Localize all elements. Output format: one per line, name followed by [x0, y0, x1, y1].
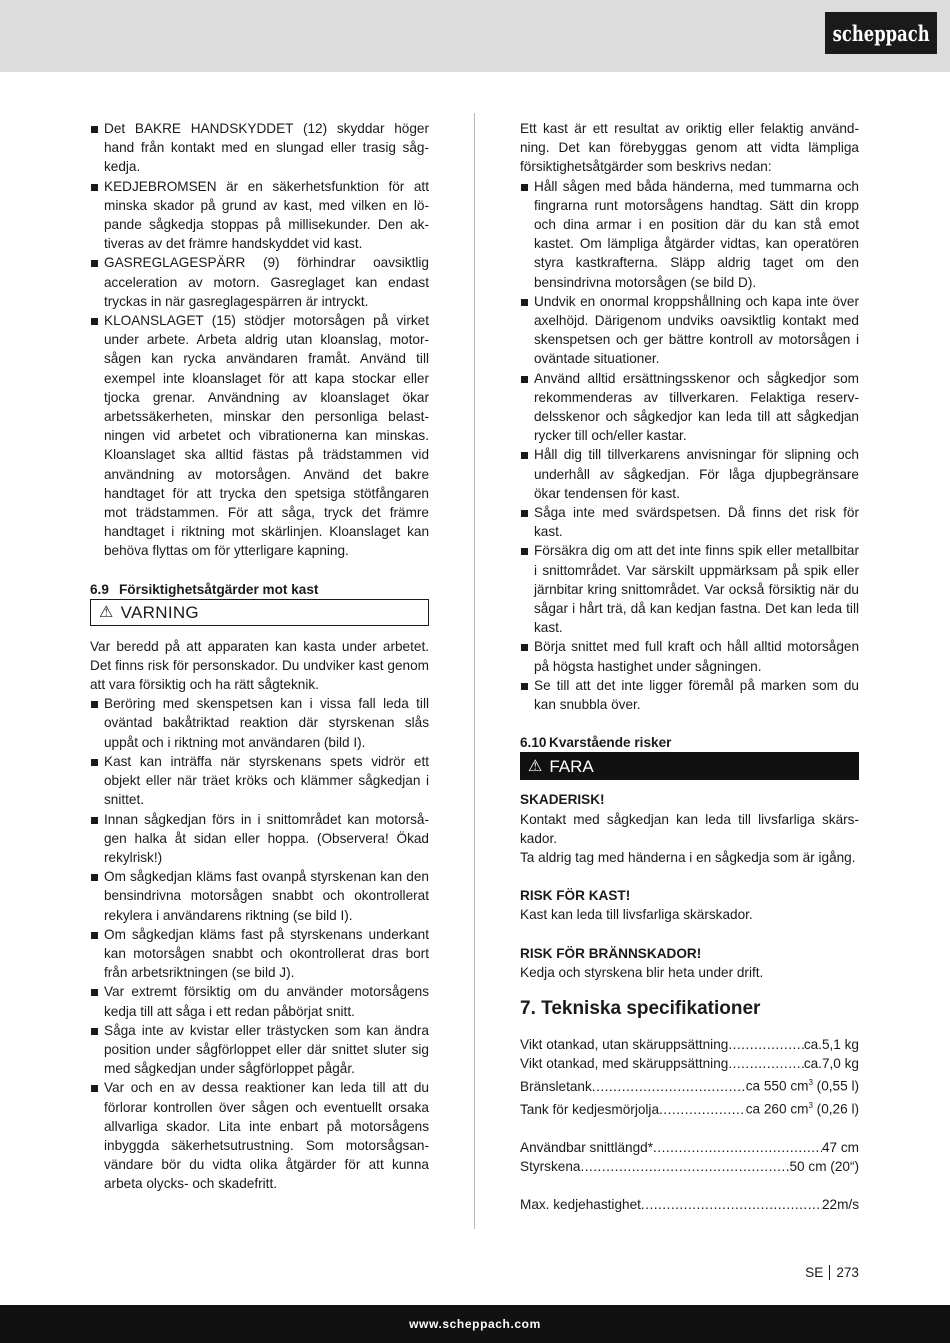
spec-row: Max. kedjehastighet ..... 22m/s — [520, 1195, 859, 1214]
list-item: Håll sågen med båda händerna, med tummarna och fingrarna runt motorsågens handtag. Sätt din kropp och dina armar i en position där du kan stå emot kastet. Om lämpliga åtgärder vidtas, kan operatören styra kastkrafterna. Släpp aldrig taget om den bensindrivna motorsågen (se bild D). — [520, 177, 859, 292]
footer-bar — [0, 1305, 950, 1343]
danger-box — [520, 752, 859, 780]
list-item: Kast kan inträffa när styrskenans spets vidrör ett objekt eller när träet kröks och klämmer sågkedjan i snittet. — [90, 752, 429, 810]
list-item: GASREGLAGESPÄRR (9) förhindrar oavsiktlig acceleration av motorn. Gasreglaget kan endast tryckas in när gasreglagespärren är intryckt. — [90, 253, 429, 311]
list-item: Se till att det inte ligger föremål på marken som du kan snubbla över. — [520, 676, 859, 714]
risk-text: Kontakt med sågkedjan kan leda till livsfarliga skärskador. — [520, 811, 859, 846]
list-item: Använd alltid ersättningsskenor och sågkedjor som rekommenderas av tillverkaren. Felaktiga reservdelsskenor och sågkedjor kan leda till att sågkedjan rycker till och/eller kastar. — [520, 369, 859, 446]
left-column — [90, 119, 429, 1194]
list-item: Innan sågkedjan förs in i snittområdet kan motorsågen halka åt sidan eller hoppa. (Observera! Ökad rekylrisk!) — [90, 810, 429, 868]
warning-text: Var beredd på att apparaten kan kasta under arbetet. Det finns risk för personskador. Du undviker kast genom att vara försiktig och ha rätt sågteknik. — [90, 638, 429, 693]
list-item: Beröring med skenspetsen kan i vissa fall leda till oväntad bakåtriktad reaktion där styrskenan slås uppåt och i riktning mot användaren (bild I). — [90, 694, 429, 752]
list-item: Försäkra dig om att det inte finns spik eller metallbitar i snittområdet. Var särskilt uppmärksam på spik eller järnbitar kring snittområdet. Var också försiktig när du sågar i hårt trä, då kan kedjan fastna. Det kan leda till kast. — [520, 541, 859, 637]
risk-title: SKADERISK! — [520, 792, 605, 808]
section-heading-6-10: 6.10 Kvarstående risker — [520, 735, 672, 751]
list-item: Var och en av dessa reaktioner kan leda till att du förlorar kontrollen över sågen och eventuellt orsaka allvarliga skador. Lita inte enbart på motorsågens inbyggda säkerhetsutrustning. Som motorsågsanvändare bör du vidta olika åtgärder för att kunna arbeta olycks- och skadefritt. — [90, 1078, 429, 1193]
danger-label: FARA — [549, 756, 594, 776]
list-item: KEDJEBROMSEN är en säkerhetsfunktion för att minska skador på grund av kast, med vilken en löpande sågkedja stoppas på millisekunder. Den aktiveras av det främre handskyddet vid kast. — [90, 177, 429, 254]
risk-title: RISK FÖR KAST! — [520, 888, 631, 904]
spec-row: Styrskena ..... 50 cm (20“) — [520, 1157, 859, 1176]
spec-row: Vikt otankad, utan skäruppsättning ..... ca.5,1 kg — [520, 1035, 859, 1054]
list-item: KLOANSLAGET (15) stödjer motorsågen på virket under arbete. Arbeta aldrig utan kloanslag, motorsågen kan rycka användaren framåt. Använd till exempel inte kloanslaget för att kapa stockar eller tjocka grenar. Användning av kloanslaget ökar arbetssäkerheten, minskar den personliga belastningen vid arbetet och vibrationerna kan minskas. Kloanslaget ska alltid fästas på trädstammen vid användning av motorsågen. Använd det bakre handtaget för att trycka den spetsiga stötfångaren mot trädstammen. För att såga, tryck det främre handtaget i riktning mot skärlinjen. Kloanslaget kan behöva flyttas om för ytterligare kapning. — [90, 311, 429, 561]
warning-box — [90, 599, 429, 626]
list-item: Börja snittet med full kraft och håll alltid motorsågen på högsta hastighet under sågningen. — [520, 637, 859, 675]
section-heading-6-9: 6.9 Försiktighetsåtgärder mot kast — [90, 581, 319, 597]
column-divider — [474, 113, 475, 1229]
risk-title: RISK FÖR BRÄNNSKADOR! — [520, 945, 702, 961]
right-column — [520, 119, 859, 1214]
brand-logo: scheppach — [825, 12, 937, 54]
spec-row: Bränsletank ..... ca 550 $cm^3$ (0,55 l) — [520, 1073, 859, 1096]
warning-triangle-icon: ⚠ — [99, 603, 114, 621]
list-item: Om sågkedjan kläms fast ovanpå styrskenan kan den bensindrivna motorsågen snabbt och okontrollerat rekylera i användarens riktning (se bild I). — [90, 867, 429, 925]
spec-row: Vikt otankad, med skäruppsättning ..... ca.7,0 kg — [520, 1054, 859, 1073]
list-item: Det BAKRE HANDSKYDDET (12) skyddar höger hand från kontakt med en slungad eller trasig sågkedja. — [90, 119, 429, 177]
risk-text: Ta aldrig tag med händerna i en sågkedja som är igång. — [520, 849, 856, 865]
list-item: Såga inte av kvistar eller trästycken som kan ändra position under sågförloppet eller där snittet sluter sig med sågkedjan under sågförloppet pågår. — [90, 1021, 429, 1079]
chapter-title: 7. Tekniska specifikationer — [520, 997, 761, 1019]
prevention-bullet-list — [520, 177, 859, 715]
kickback-intro: Ett kast är ett resultat av oriktig eller felaktig användning. Det kan förebyggas genom att vidta lämpliga försiktighetsåtgärder som beskrivs nedan: — [520, 121, 859, 175]
list-item: Undvik en onormal kroppshållning och kapa inte över axelhöjd. Därigenom undviks oavsiktlig kontakt med skenspetsen och ger bättre kontroll av motorsågen i oväntade situationer. — [520, 292, 859, 369]
warning-triangle-icon: ⚠ — [528, 757, 543, 775]
list-item: Såga inte med svärdspetsen. Då finns det risk för kast. — [520, 503, 859, 541]
kickback-bullet-list — [90, 694, 429, 1193]
warning-label: VARNING — [120, 602, 199, 622]
intro-bullet-list — [90, 119, 429, 561]
list-item: Om sågkedjan kläms fast på styrskenans underkant kan motorsågen snabbt och okontrollerat dras bort från arbetsriktningen (se bild J). — [90, 925, 429, 983]
header-bar — [0, 0, 950, 72]
list-item: Var extremt försiktig om du använder motorsågens kedja till att såga i ett redan påbörjat snitt. — [90, 982, 429, 1020]
page-number: SE 273 — [805, 1265, 859, 1280]
list-item: Håll dig till tillverkarens anvisningar för slipning och underhåll av sågkedjan. För låga djupbegränsare ökar tendensen för kast. — [520, 445, 859, 503]
risk-text: Kast kan leda till livsfarliga skärskador. — [520, 907, 753, 923]
spec-row: Tank för kedjesmörjolja ..... ca 260 $cm^3$ (0,26 l) — [520, 1096, 859, 1119]
footer-url[interactable]: www.scheppach.com — [409, 1317, 541, 1331]
risk-text: Kedja och styrskena blir heta under drift. — [520, 964, 764, 980]
spec-row: Användbar snittlängd* ..... 47 cm — [520, 1138, 859, 1157]
